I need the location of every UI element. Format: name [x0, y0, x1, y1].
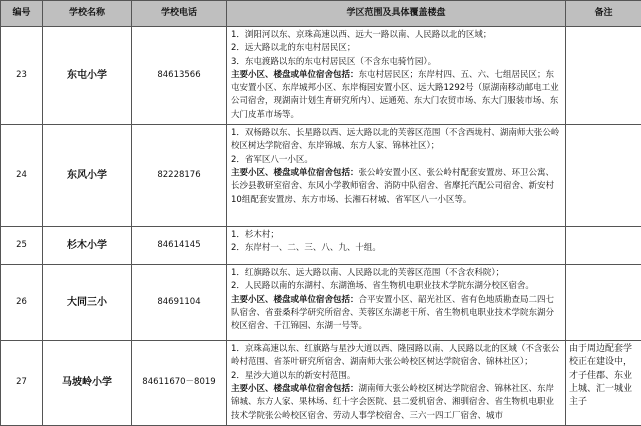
- district-line: 1．双杨路以东、长星路以西、远大路以北的芙蓉区范围（不含西垅村、湖南师大张公岭校区树达学院宿舍、东岸锦城、东方人家、锦林社区）；: [231, 127, 561, 154]
- district-line: 1．杉木村；: [231, 229, 561, 242]
- main-communities-text: 湖南师大张公岭校区树达学院宿舍、锦林社区、东岸锦城、东方人家、果林场、红十字会医院、县二爱机宿舍、湘驯宿舍、省生物机电职业技术学院张公岭校区宿舍、劳动人事学校宿舍、三六一四工厂宿舍、城市: [231, 384, 554, 421]
- main-communities: [231, 294, 561, 334]
- school-number: 23: [1, 27, 43, 125]
- header-num: 编号: [1, 1, 43, 27]
- district-line: 3．东屯渡路以东的东屯村居民区（不含东屯骑竹园）。: [231, 56, 561, 69]
- school-name: 东屯小学: [43, 27, 132, 125]
- school-name: 大同三小: [43, 265, 132, 341]
- district-line: 2．人民路以南的东湖村、东湖渔场、省生物机电职业技术学院东湖分校区宿舍。: [231, 280, 561, 293]
- district-detail: [227, 265, 566, 341]
- district-line: 2．远大路以北的东屯村居民区；: [231, 42, 561, 55]
- district-line: 1．浏阳河以东、京珠高速以西、远大一路以南、人民路以北的区域；: [231, 29, 561, 42]
- district-detail: [227, 125, 566, 227]
- school-number: 25: [1, 227, 43, 265]
- school-number: 27: [1, 341, 43, 426]
- school-phone: 82228176: [132, 125, 227, 227]
- header-phone: 学校电话: [132, 1, 227, 27]
- main-communities-label: 主要小区、楼盘或单位宿舍包括：: [231, 384, 359, 394]
- district-line: 2．东岸村一、二、三、八、九、十组。: [231, 242, 561, 255]
- district-line: 1．京珠高速以东、红旗路与星沙大道以西、隆园路以南、人民路以北的区域（不含张公岭村范围、省茶叶研究所宿舍、湖南师大张公岭校区树达学院宿舍、锦林社区）；: [231, 343, 561, 370]
- school-phone: 84613566: [132, 27, 227, 125]
- school-name: 杉木小学: [43, 227, 132, 265]
- main-communities-label: 主要小区、楼盘或单位宿舍包括：: [231, 70, 359, 80]
- table-row: [1, 341, 641, 426]
- table-row: [1, 27, 641, 125]
- school-phone: 84691104: [132, 265, 227, 341]
- header-note: 备注: [566, 1, 641, 27]
- main-communities: [231, 383, 561, 423]
- main-communities-text: 张公岭安置小区、张公岭村配套安置房、环卫公寓、长沙县教研室宿舍、东风小学教师宿舍、消防中队宿舍、省摩托汽配公司宿舍、新安村10组配套安置房、东方市场、长湘石材城、省军区八一小区等。: [231, 168, 554, 205]
- header-district: 学区范围及具体覆盖楼盘: [227, 1, 566, 27]
- district-detail: [227, 227, 566, 265]
- district-line: 1．红旗路以东、远大路以南、人民路以北的芙蓉区范围（不含农科院）；: [231, 267, 561, 280]
- main-communities-label: 主要小区、楼盘或单位宿舍包括：: [231, 295, 359, 305]
- note-cell: [566, 227, 641, 265]
- main-communities: [231, 167, 561, 207]
- main-communities-label: 主要小区、楼盘或单位宿舍包括：: [231, 168, 359, 178]
- table-row: [1, 265, 641, 341]
- school-number: 26: [1, 265, 43, 341]
- table-row: [1, 125, 641, 227]
- district-line: 2．星沙大道以东的新安村范围。: [231, 370, 561, 383]
- note-cell: [566, 265, 641, 341]
- main-communities-text: 东屯村居民区；东岸村四、五、六、七组居民区；东屯安置小区、东岸城邦小区、东岸梅园安置小区、远大路1292号（原湖南移动邮电工业公司宿舍，现湖南计划生育研究所内）、远通苑、东大门农贸市场、东大门服装市场、东大门皮革市场等。: [231, 70, 559, 120]
- note-cell: [566, 27, 641, 125]
- school-number: 24: [1, 125, 43, 227]
- note-cell: [566, 125, 641, 227]
- district-line: 2．省军区八一小区。: [231, 154, 561, 167]
- note-cell: 由于周边配套学校正在建设中，才子佳郡、东业上城、汇一城业主子: [566, 341, 641, 426]
- main-communities: [231, 69, 561, 122]
- main-communities-text: 合平安置小区、韶光社区、省有色地质勘查局二四七队宿舍、省蚕桑科学研究所宿舍、芙蓉区东湖老干所、省生物机电职业技术学院东湖分校区宿舍、千江锦园、东湖一号等。: [231, 295, 554, 332]
- school-name: 马坡岭小学: [43, 341, 132, 426]
- school-phone: 84614145: [132, 227, 227, 265]
- table-row: [1, 227, 641, 265]
- header-name: 学校名称: [43, 1, 132, 27]
- district-detail: [227, 341, 566, 426]
- school-name: 东风小学: [43, 125, 132, 227]
- table-header-row: [1, 1, 641, 27]
- school-phone: 84611670－8019: [132, 341, 227, 426]
- district-detail: [227, 27, 566, 125]
